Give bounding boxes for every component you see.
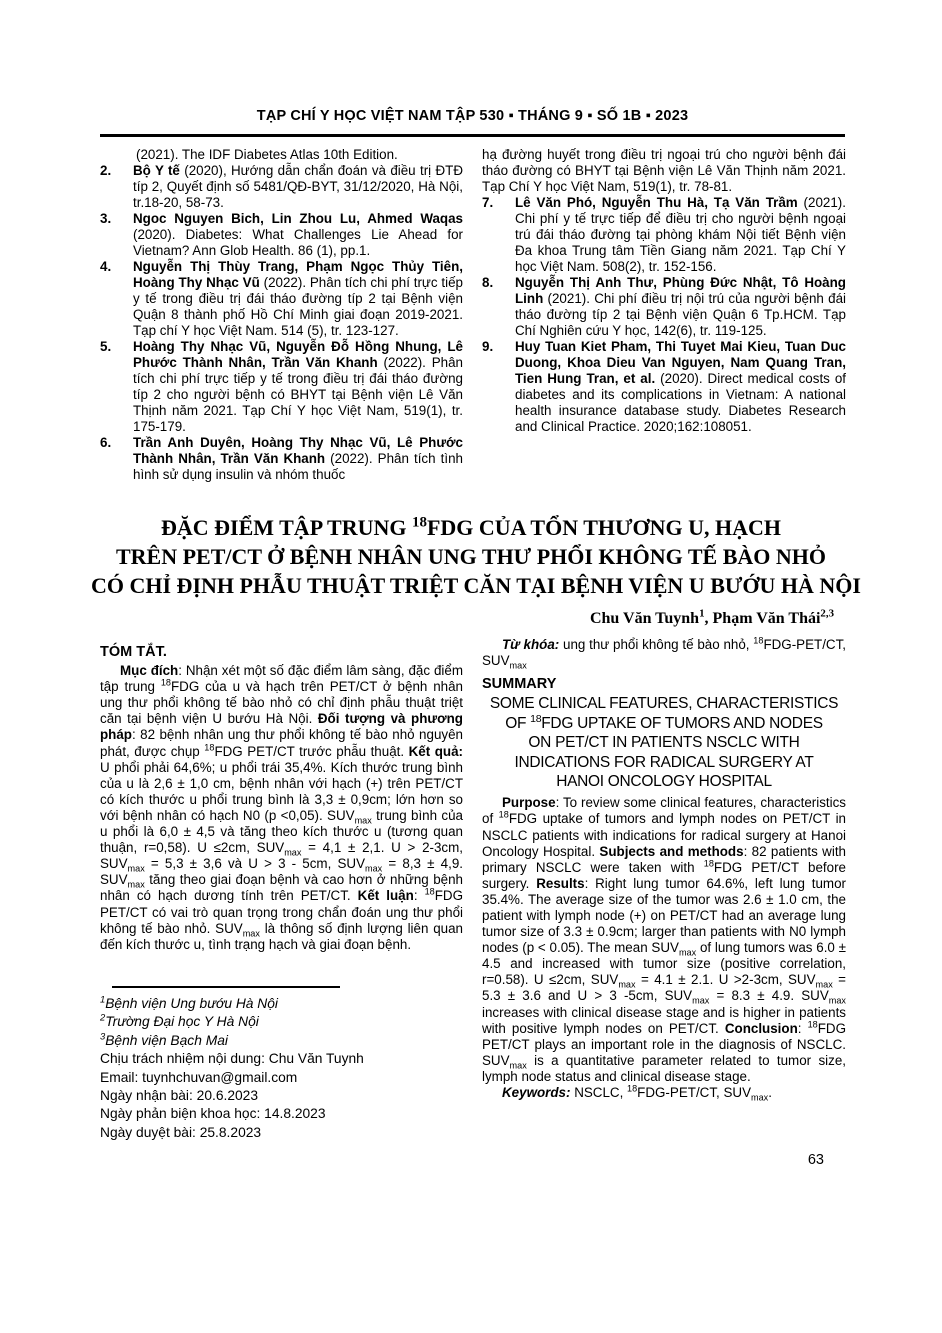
keywords-en-paragraph <box>482 1085 846 1101</box>
title-line <box>91 571 861 600</box>
affiliations <box>100 995 463 1050</box>
subscript-run: max <box>509 1060 527 1071</box>
text-run: FDG-PET/CT, SUV <box>482 637 847 669</box>
reference-item <box>482 275 846 339</box>
journal-header: TẠP CHÍ Y HỌC VIỆT NAM TẬP 530 ▪ THÁNG 9 ▪ SỐ 1B ▪ 2023 <box>256 108 689 124</box>
reference-authors: Huy Tuan Kiet Pham, Thi Tuyet Mai Kieu, Tuan Duc Duong, Khoa Dieu Van Nguyen, Nam Quang Tran, Tien Hung Tran, et al. <box>515 339 846 386</box>
affiliation-line <box>100 995 463 1013</box>
text-run: TRÊN PET/CT Ở BỆNH NHÂN UNG THƯ PHỔI KHÔNG TẾ BÀO NHỎ <box>115 544 826 569</box>
text-run: Conclusion <box>724 1020 798 1036</box>
text-run: of lung tumors was 6.0 ± 4.5 and increased with tumor size (positive correlation, r=0.58). U ≤2cm, SUV <box>482 940 846 988</box>
text-run: trung bình của u phổi là 6,0 ± 4,5 và tăng theo kích thước u (tương quan thuận, r=0,58). U ≤2cm, SUV <box>100 807 463 856</box>
superscript-run: 18 <box>204 742 215 753</box>
reference-item <box>100 339 463 435</box>
text-run: = 5.3 ± 3.6 and U > 3 -5cm, SUV <box>482 972 847 1004</box>
reference-text: (2022). Phân tích tình hình sử dụng insulin và nhóm thuốc <box>133 451 463 482</box>
text-run: Mục đích <box>120 663 179 679</box>
text-run: : <box>797 1020 808 1036</box>
references-column-right <box>482 147 846 435</box>
text-run: = 4.1 ± 2.1. U >2-3cm, SUV <box>635 972 816 988</box>
subscript-run: max <box>815 980 833 991</box>
subscript-run: max <box>365 863 383 874</box>
reference-text: (2021). Chi phí điều trị nội trú của người bệnh đái tháo đường típ 2 tại Bệnh viện Quận 6 Tp.HCM. Tạp Chí Nghiên cứu Y học, 142(6), tr. 119-125. <box>515 291 846 338</box>
footnote-line: Ngày nhận bài: 20.6.2023 <box>100 1088 259 1104</box>
subscript-run: max <box>284 847 302 858</box>
subscript-run: max <box>509 660 527 671</box>
summary-heading: SUMMARY <box>482 676 557 693</box>
text-run: CÓ CHỈ ĐỊNH PHẪU THUẬT TRIỆT CĂN TẠI BỆNH VIỆN U BƯỚU HÀ NỘI <box>91 573 861 598</box>
text-run: is a quantitative parameter related to tumor size, lymph node status and clinical disease stage. <box>482 1052 846 1084</box>
text-run: Bệnh viện Bạch Mai <box>105 1032 228 1048</box>
subscript-run: max <box>751 1092 769 1103</box>
reference-authors: Hoàng Thy Nhạc Vũ, Nguyễn Đỗ Hồng Nhung, Lê Phước Thành Nhân, Trần Văn Khanh <box>133 339 463 370</box>
reference-item <box>100 163 463 211</box>
english-title-line <box>482 772 846 791</box>
header-divider <box>100 134 845 137</box>
reference-number: 2. <box>100 163 112 178</box>
text-run: Từ khóa: <box>502 637 560 652</box>
text-run: Purpose <box>502 795 556 811</box>
english-title-line <box>482 733 846 752</box>
subscript-run: max <box>127 863 145 874</box>
authors-line <box>100 607 834 628</box>
superscript-run: 18 <box>411 514 427 531</box>
text-run: increases with clinical disease stage and is higher in patients with positive lymph nodes on PET/CT. <box>482 1004 846 1036</box>
reference-authors: Trần Anh Duyên, Hoàng Thy Nhạc Vũ, Lê Phước Thành Nhân, Trần Văn Khanh <box>133 435 463 466</box>
text-run: ung thư phổi không tế bào nhỏ, <box>559 637 754 652</box>
text-run: FDG PET/CT before surgery. <box>482 859 846 891</box>
reference-authors: Nguyễn Thị Anh Thư, Phùng Đức Nhật, Tô Hoàng Linh <box>515 275 846 306</box>
text-run: U phổi phải 64,6%; u phổi trái 35,4%. Kích thước trung bình của u là 2,6 ± 1,0 cm, bệnh nhân với hạch (+) trên PET/CT có kích thước u phổi trung bình là 3,3 ± 0,9cm; lớn hơn so với bệnh nhân có hạch N0 (p <0,05). SUV <box>100 759 463 823</box>
reference-item <box>100 211 463 259</box>
superscript-run: 18 <box>627 1083 638 1094</box>
reference-authors: Bộ Y tế <box>133 163 180 178</box>
affiliation-line <box>100 1032 463 1050</box>
reference-text: (2022). Phân tích chi phí trực tiếp y tế trong điều trị đái tháo đường típ 2 cho người bệnh có BHYT tại Bệnh viện Lê Văn Thịnh năm 2021. Tạp Chí Y học Việt Nam, 519(1), tr. 175-179. <box>133 355 463 434</box>
text-run: FDG PET/CT trước phẫu thuật. <box>214 743 409 759</box>
references-column-left <box>100 147 463 483</box>
affiliation-line <box>100 1013 463 1031</box>
reference-number: 5. <box>100 339 112 354</box>
text-run: FDG PET/CT có vai trò quan trọng trong chẩn đoán ung thư phổi không tế bào nhỏ. SUV <box>100 888 463 936</box>
keywords-vi-paragraph <box>482 637 846 669</box>
reference-number: 8. <box>482 275 494 290</box>
reference-number: 9. <box>482 339 494 354</box>
reference-item <box>482 147 846 195</box>
text-run: = 5,3 ± 3,6 và U > 3 - 5cm, SUV <box>144 856 366 872</box>
text-run: Kết luận <box>357 888 414 904</box>
reference-item <box>100 259 463 339</box>
subscript-run: max <box>692 996 710 1007</box>
text-run: ON PET/CT IN PATIENTS NSCLC WITH <box>528 734 800 752</box>
text-run: NSCLC, <box>570 1085 628 1100</box>
summary-paragraph <box>482 795 846 1085</box>
english-title-line <box>482 714 846 733</box>
footnote-line: Email: tuynhchuvan@gmail.com <box>100 1069 298 1085</box>
text-run: : Right lung tumor 64.6%, left lung tumor 35.4%. The average size of the tumor was 2.6 ± 1.0 cm, the patient with lymph node (+) on PET/CT had an average lung tumor size of 3.3 ± 0.9cm; larger than patients with N0 lymph nodes (p < 0.05). The mean SUV <box>482 875 846 956</box>
text-run: SOME CLINICAL FEATURES, CHARACTERISTICS <box>489 695 839 713</box>
superscript-run: 2,3 <box>820 607 834 620</box>
subscript-run: max <box>127 879 145 890</box>
reference-item <box>482 195 846 275</box>
reference-text: (2021). The IDF Diabetes Atlas 10th Edition. <box>136 147 398 162</box>
reference-authors: Ngoc Nguyen Bich, Lin Zhou Lu, Ahmed Waqas <box>133 211 463 226</box>
english-title-line <box>482 753 846 772</box>
text-run: HANOI ONCOLOGY HOSPITAL <box>556 772 772 790</box>
reference-item <box>482 339 846 435</box>
footnote-line: Ngày phản biện khoa học: 14.8.2023 <box>100 1106 326 1122</box>
text-run: Results <box>536 875 585 891</box>
superscript-run: 2 <box>100 1012 106 1023</box>
superscript-run: 18 <box>753 635 764 646</box>
subscript-run: max <box>242 928 260 939</box>
superscript-run: 1 <box>699 607 705 620</box>
reference-number: 3. <box>100 211 112 226</box>
footnote-lines <box>100 1050 463 1142</box>
text-run: = 8.3 ± 4.9. SUV <box>709 988 829 1004</box>
english-title <box>482 694 846 791</box>
text-run: Bệnh viện Ung bướu Hà Nội <box>105 996 278 1011</box>
reference-text: (2020), Hướng dẫn chẩn đoán và điều trị ĐTĐ típ 2, Quyết định số 5481/QĐ-BYT, 31/12/2020, Hà Nội, tr.18-20, 58-73. <box>133 163 463 210</box>
text-run: Chu Văn Tuynh <box>589 610 700 627</box>
text-run: : <box>413 888 425 904</box>
footnote-line: Chịu trách nhiệm nội dung: Chu Văn Tuynh <box>100 1051 364 1067</box>
reference-text: (2020). Diabetes: What Challenges Lie Ahead for Vietnam? Ann Glob Health. 86 (1), pp.1. <box>133 227 463 258</box>
title-line <box>91 513 851 542</box>
text-run: Đối tượng và phương pháp <box>100 711 463 743</box>
reference-number: 6. <box>100 435 112 450</box>
superscript-run: 1 <box>100 994 106 1005</box>
text-run: : 82 bệnh nhân ung thư phổi không tế bào nhỏ nguyên phát, được chụp <box>100 727 463 759</box>
reference-number: 7. <box>482 195 494 210</box>
text-run: FDG-PET/CT, SUV <box>637 1085 751 1100</box>
reference-authors: Lê Văn Phó, Nguyễn Thu Hà, Tạ Văn Trầm <box>515 195 798 210</box>
superscript-run: 18 <box>160 677 171 688</box>
reference-text: hạ đường huyết trong điều trị ngoại trú cho người bệnh đái tháo đường có BHYT tại Bệnh viện Lê Văn Thịnh năm 2021. Tạp Chí Y học Việt Nam, 519(1), tr. 78-81. <box>482 147 846 194</box>
text-run: Subjects and methods <box>599 843 744 859</box>
text-run: FDG UPTAKE OF TUMORS AND NODES <box>541 714 823 732</box>
text-run: Trường Đại học Y Hà Nội <box>105 1014 259 1030</box>
reference-text: (2021). Chi phí y tế trực tiếp để điều trị cho người bệnh ngoại trú đái tháo đường tại phòng khám Nội tiết Bệnh viện Đa khoa Trung tâm Tiền Giang năm 2021. Tạp Chí Y học Việt Nam. 508(2), tr. 152-156. <box>515 195 846 274</box>
subscript-run: max <box>354 815 372 826</box>
superscript-run: 18 <box>424 886 435 897</box>
subscript-run: max <box>828 996 846 1007</box>
superscript-run: 18 <box>703 858 714 869</box>
text-run: = 8,3 ± 4,9. SUV <box>100 856 463 888</box>
abstract-heading: TÓM TẮT. <box>100 644 167 660</box>
text-run: . <box>768 1085 772 1100</box>
footnote-block <box>100 986 463 1142</box>
reference-item <box>100 147 463 163</box>
superscript-run: 18 <box>498 809 509 820</box>
footnote-divider <box>112 986 340 988</box>
abstract-column <box>100 644 463 953</box>
summary-column <box>482 637 846 1101</box>
article-title <box>91 513 861 600</box>
title-line <box>91 542 851 571</box>
superscript-run: 18 <box>807 1019 818 1030</box>
footnote-line: Ngày duyệt bài: 25.8.2023 <box>100 1124 262 1140</box>
text-run: ĐẶC ĐIỂM TẬP TRUNG <box>160 515 412 540</box>
subscript-run: max <box>678 947 697 958</box>
superscript-run: 18 <box>530 712 542 725</box>
reference-item <box>100 435 463 483</box>
text-run: tăng theo giai đoạn bệnh và cao hơn ở những bệnh nhân có hạch dương tính trên PET/CT. <box>100 872 463 904</box>
text-run: : To review some clinical features, characteristics of <box>482 795 846 827</box>
reference-number: 4. <box>100 259 112 274</box>
text-run: : Nhận xét một số đặc điểm lâm sàng, đặc điểm tập trung <box>100 663 464 695</box>
text-run: FDG CỦA TỔN THƯƠNG U, HẠCH <box>426 515 781 540</box>
english-title-line <box>482 694 846 713</box>
page-number: 63 <box>807 1152 824 1168</box>
text-run: FDG PET/CT plays an important role in the diagnosis of NSCLC. SUV <box>482 1020 846 1068</box>
text-run: OF <box>505 714 531 732</box>
text-run: là thông số định lượng liên quan đến kích thước u, tình trạng hạch và giai đoạn bệnh. <box>100 920 463 952</box>
reference-authors: Nguyễn Thị Thùy Trang, Phạm Ngọc Thủy Tiên, Hoàng Thy Nhạc Vũ <box>133 259 463 290</box>
text-run: INDICATIONS FOR RADICAL SURGERY AT <box>514 753 814 771</box>
reference-text: (2020). Direct medical costs of diabetes and its complications in Vietnam: A national health insurance database study. Diabetes Research and Clinical Practice. 2020;162:108051. <box>515 371 847 434</box>
text-run: Keywords: <box>502 1085 571 1100</box>
reference-text: (2022). Phân tích chi phí trực tiếp y tế trong điều trị đái tháo đường típ 2 tại Bệnh viện Quận 8 thành phố Hồ Chí Minh giai đoạn 2019-2021. Tạp chí Y học Việt Nam. 514 (5), tr. 123-127. <box>133 275 463 338</box>
abstract-paragraph <box>100 663 463 953</box>
text-run: : 82 patients with primary NSCLC were taken with <box>482 843 846 875</box>
text-run: FDG uptake of tumors and lymph nodes on PET/CT in NSCLC patients with indications for radical surgery at Hanoi Oncology Hospital. <box>482 811 847 859</box>
text-run: Kết quả: <box>408 743 463 759</box>
text-run: = 4,1 ± 2,1. U > 2-3cm, SUV <box>100 840 463 872</box>
text-run: FDG của u và hạch trên PET/CT ở bệnh nhân ung thư phổi không tế bào nhỏ có chỉ định phẫu thuật triệt căn tại bệnh viện U bướu Hà Nội. <box>100 679 463 727</box>
subscript-run: max <box>618 980 636 991</box>
superscript-run: 3 <box>100 1031 106 1042</box>
text-run: , Phạm Văn Thái <box>704 610 821 627</box>
